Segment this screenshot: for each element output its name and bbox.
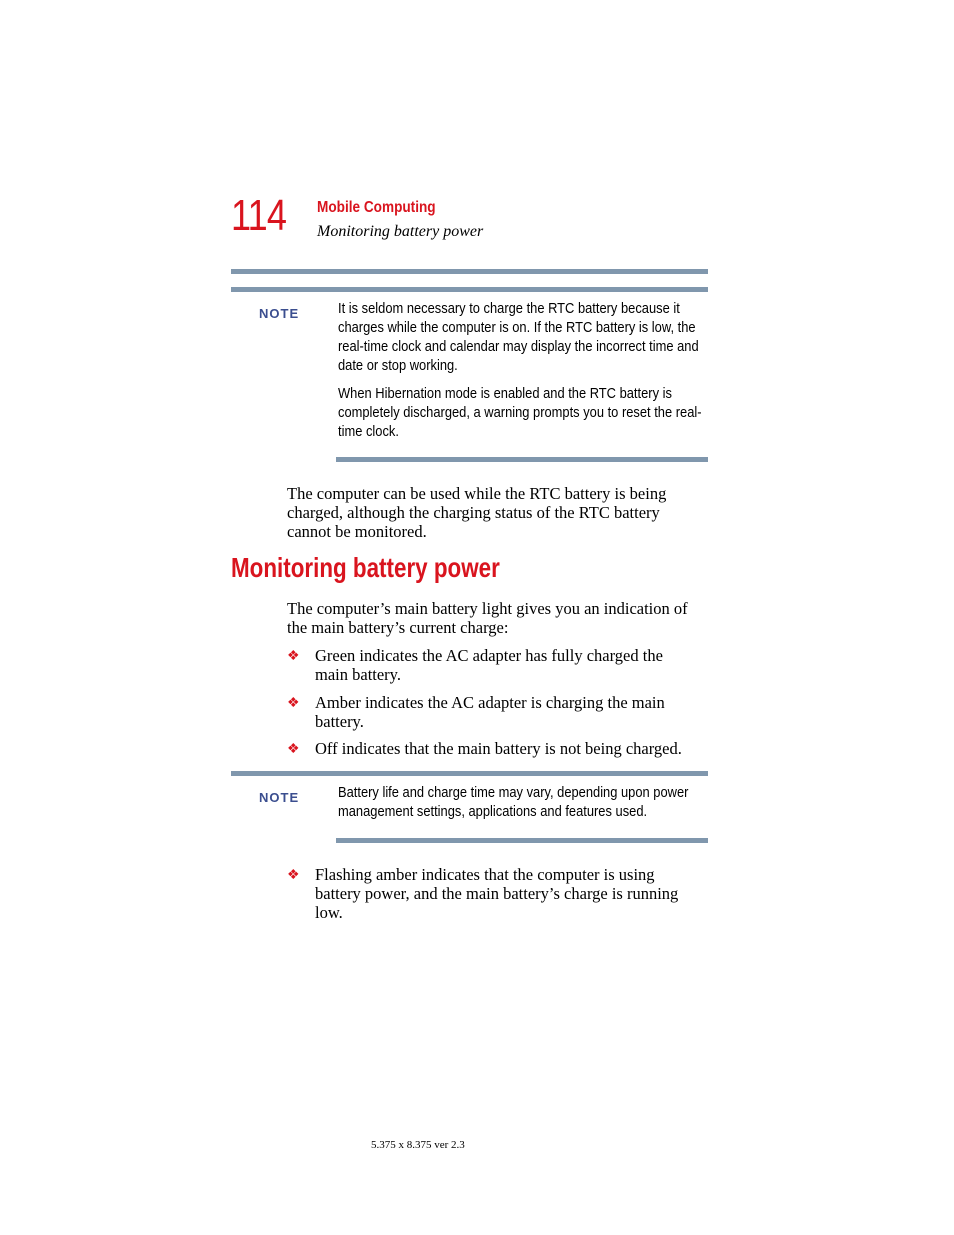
bullet-icon: ❖ — [287, 649, 300, 664]
list-item: Flashing amber indicates that the computer is using battery power, and the main battery’s charge is running low. — [315, 865, 679, 922]
note-label: NOTE — [259, 790, 300, 805]
page-footer: 5.375 x 8.375 ver 2.3 — [371, 1139, 465, 1151]
note-bottom-rule — [336, 457, 708, 462]
list-item: Green indicates the AC adapter has fully charged the main battery. — [315, 646, 663, 684]
body-paragraph: The computer can be used while the RTC battery is being charged, although the charging status of the RTC battery cannot be monitored. — [287, 484, 667, 541]
list-item: Amber indicates the AC adapter is charging the main battery. — [315, 693, 665, 731]
note-paragraph: It is seldom necessary to charge the RTC battery because it charges while the computer is on. If the RTC battery is low, the real-time clock and calendar may display the incorrect time and date or stop working. — [338, 300, 699, 374]
chapter-title: Mobile Computing — [317, 199, 436, 216]
bullet-icon: ❖ — [287, 742, 300, 757]
note-paragraph: Battery life and charge time may vary, depending upon power management settings, applications and features used. — [338, 784, 689, 820]
intro-paragraph: The computer’s main battery light gives you an indication of the main battery’s current charge: — [287, 599, 688, 637]
bullet-icon: ❖ — [287, 696, 300, 711]
section-subtitle: Monitoring battery power — [317, 223, 484, 240]
section-heading: Monitoring battery power — [231, 552, 500, 583]
page-number: 114 — [231, 191, 287, 240]
note-top-rule — [231, 287, 708, 292]
note-bottom-rule — [336, 838, 708, 843]
note-paragraph: When Hibernation mode is enabled and the RTC battery is completely discharged, a warning prompts you to reset the real-time clock. — [338, 385, 702, 440]
bullet-icon: ❖ — [287, 868, 300, 883]
header-rule — [231, 269, 708, 274]
note-top-rule — [231, 771, 708, 776]
note-label: NOTE — [259, 306, 300, 321]
list-item: Off indicates that the main battery is not being charged. — [315, 739, 682, 758]
